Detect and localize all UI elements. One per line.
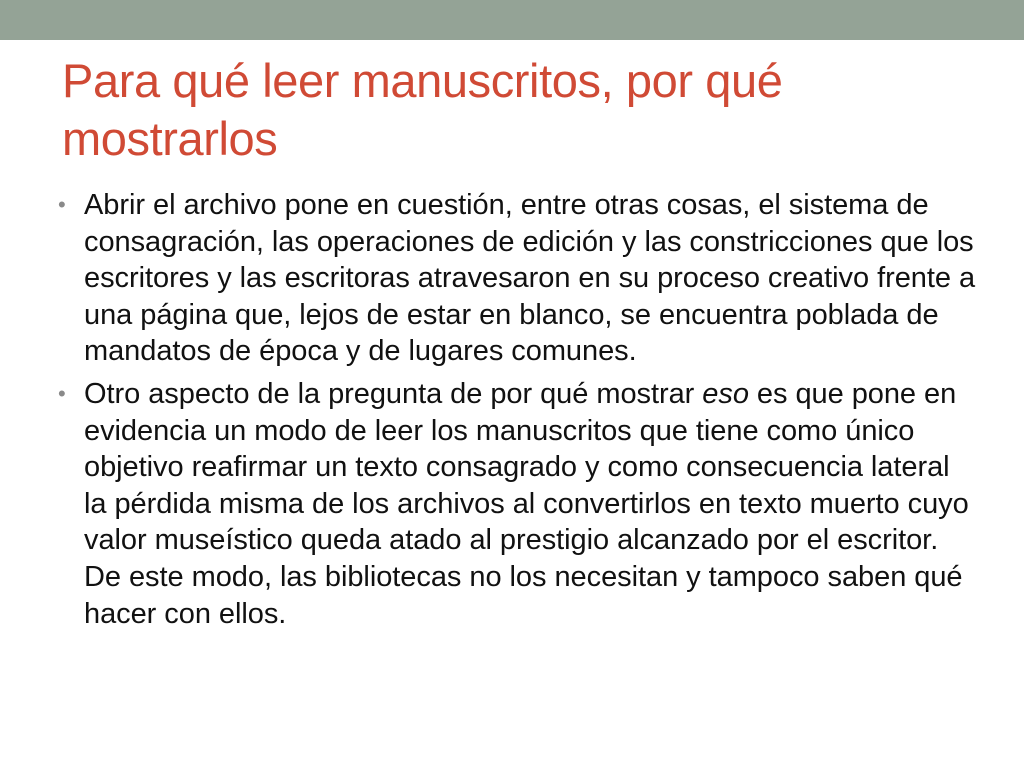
slide-content xyxy=(58,187,978,638)
bullet-dot-icon: • xyxy=(58,192,66,217)
bullet-text-before-emphasis: Otro aspecto de la pregunta de por qué mostrar xyxy=(84,377,703,410)
slide-title: Para qué leer manuscritos, por qué mostrarlos xyxy=(62,54,783,165)
bullet-text xyxy=(84,376,978,632)
top-accent-band xyxy=(0,0,1024,40)
bullet-text-after-emphasis: es que pone en evidencia un modo de leer los manuscritos que tiene como único objetivo reafirmar un texto consagrado y como consecuencia lateral la pérdida misma de los archivos al convertirlos en texto muerto cuyo valor museístico queda atado al prestigio alcanzado por el escritor. De este modo, las bibliotecas no los necesitan y tampoco saben qué hacer con ellos. xyxy=(84,377,969,630)
bullet-item xyxy=(58,187,978,370)
bullet-item xyxy=(58,376,978,632)
emphasized-word: eso xyxy=(702,377,749,410)
bullet-text: Abrir el archivo pone en cuestión, entre otras cosas, el sistema de consagración, las operaciones de edición y las constricciones que los escritores y las escritoras atravesaron en su proceso creativo frente a una página que, lejos de estar en blanco, se encuentra poblada de mandatos de época y de lugares comunes. xyxy=(84,189,976,368)
bullet-dot-icon: • xyxy=(58,380,66,406)
